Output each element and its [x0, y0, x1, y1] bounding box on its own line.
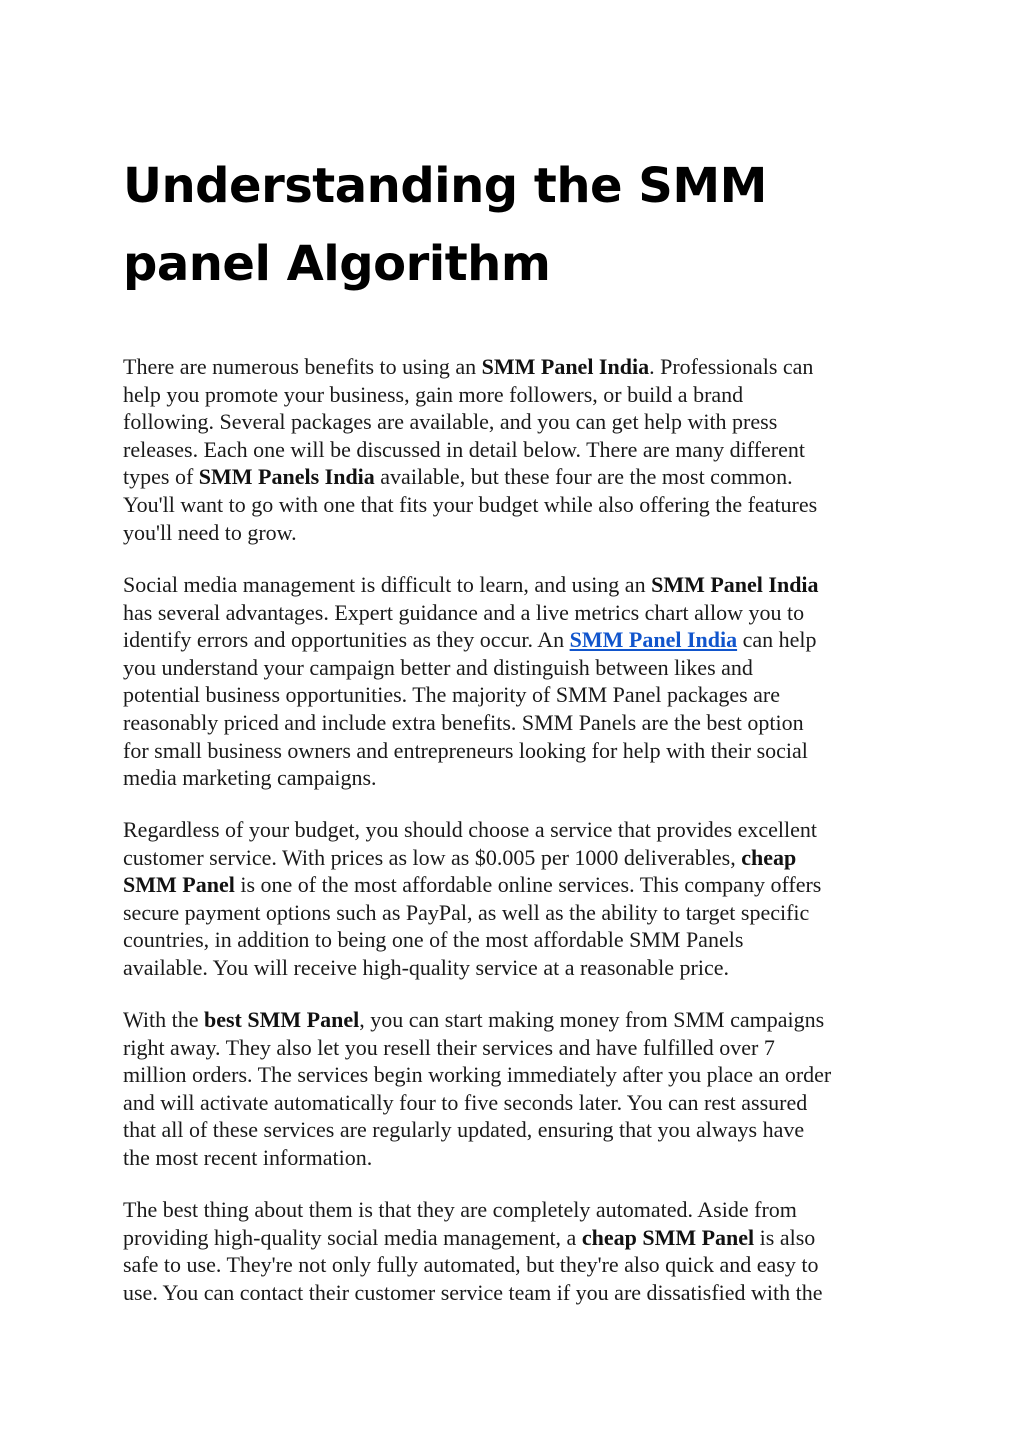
- text-line: and will activate automatically four to five seconds later. You can rest assured: [123, 1089, 808, 1115]
- title-line-2: panel Algorithm: [123, 236, 551, 292]
- bold-keyword: best SMM Panel: [204, 1007, 360, 1032]
- text-line: secure payment options such as PayPal, as well as the ability to target specific: [123, 899, 810, 925]
- bold-keyword: SMM Panel India: [481, 354, 650, 379]
- smm-panel-india-link[interactable]: SMM Panel India: [569, 627, 738, 653]
- text-line: providing high-quality social media management, a cheap SMM Panel is also: [123, 1224, 816, 1250]
- page-title: [123, 147, 823, 303]
- text-line: you understand your campaign better and distinguish between likes and: [123, 654, 753, 680]
- bold-keyword: cheap SMM Panel: [581, 1224, 755, 1250]
- text-line: countries, in addition to being one of the most affordable SMM Panels: [123, 927, 744, 953]
- text-line: available. You will receive high-quality service at a reasonable price.: [123, 954, 729, 980]
- text-line: You'll want to go with one that fits your budget while also offering the features: [123, 491, 818, 517]
- text-line: help you promote your business, gain more followers, or build a brand: [123, 381, 744, 407]
- text-line: identify errors and opportunities as they occur. An SMM Panel India can help: [123, 627, 817, 653]
- text-line: releases. Each one will be discussed in detail below. There are many different: [123, 436, 805, 462]
- text-line: With the best SMM Panel, you can start making money from SMM campaigns: [123, 1007, 825, 1032]
- paragraph-3: [123, 816, 913, 982]
- text-line: right away. They also let you resell their services and have fulfilled over 7: [123, 1034, 775, 1060]
- text-line: The best thing about them is that they are completely automated. Aside from: [123, 1197, 797, 1222]
- text-line: customer service. With prices as low as $0.005 per 1000 deliverables, cheap: [123, 844, 797, 870]
- paragraph-2: [123, 571, 913, 792]
- text-line: types of SMM Panels India available, but these four are the most common.: [123, 464, 793, 490]
- bold-keyword: SMM Panel India: [651, 572, 819, 597]
- bold-keyword: SMM Panels India: [198, 464, 375, 490]
- text-line: Regardless of your budget, you should choose a service that provides excellent: [123, 817, 818, 842]
- text-line: has several advantages. Expert guidance and a live metrics chart allow you to: [123, 599, 805, 625]
- text-line: potential business opportunities. The majority of SMM Panel packages are: [123, 682, 781, 708]
- text-line: following. Several packages are available, and you can get help with press: [123, 409, 778, 435]
- text-line: media marketing campaigns.: [123, 765, 377, 791]
- text-line: safe to use. They're not only fully automated, but they're also quick and easy to: [123, 1252, 819, 1278]
- text-line: for small business owners and entrepreneurs looking for help with their social: [123, 737, 808, 763]
- title-line-1: Understanding the SMM: [123, 158, 767, 214]
- text-line: that all of these services are regularly updated, ensuring that you always have: [123, 1117, 805, 1143]
- paragraph-5: [123, 1196, 913, 1306]
- text-line: There are numerous benefits to using an SMM Panel India. Professionals can: [123, 354, 814, 379]
- text-line: SMM Panel is one of the most affordable online services. This company offers: [123, 872, 822, 898]
- text-line: the most recent information.: [123, 1144, 373, 1170]
- text-line: Social media management is difficult to learn, and using an SMM Panel India: [123, 572, 819, 597]
- paragraph-1: [123, 353, 913, 546]
- text-line: use. You can contact their customer service team if you are dissatisfied with the: [123, 1279, 823, 1305]
- text-line: reasonably priced and include extra benefits. SMM Panels are the best option: [123, 709, 804, 735]
- bold-keyword: SMM Panel: [123, 872, 235, 898]
- text-line: you'll need to grow.: [123, 519, 297, 545]
- bold-keyword: cheap: [741, 844, 797, 870]
- text-line: million orders. The services begin working immediately after you place an order: [123, 1062, 832, 1088]
- paragraph-4: [123, 1006, 913, 1172]
